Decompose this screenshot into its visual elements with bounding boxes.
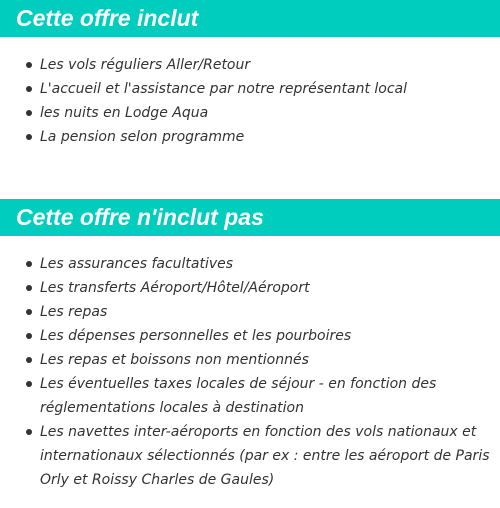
section-spacer — [0, 149, 500, 199]
list-item — [0, 125, 500, 149]
list-item — [0, 324, 500, 348]
bullet-icon — [26, 309, 32, 315]
bullet-icon — [26, 333, 32, 339]
includes-title: Cette offre inclut — [0, 0, 500, 37]
list-item-text: Les vols réguliers Aller/Retour — [40, 57, 251, 73]
list-item-text: Les transferts Aéroport/Hôtel/Aéroport — [40, 280, 310, 296]
bullet-icon — [26, 86, 32, 92]
bullet-icon — [26, 110, 32, 116]
list-item-text: Les assurances facultatives — [40, 256, 234, 272]
list-item-text: L'accueil et l'assistance par notre représentant local — [40, 81, 408, 97]
bullet-icon — [26, 285, 32, 291]
includes-list — [0, 53, 500, 149]
bullet-icon — [26, 261, 32, 267]
list-item — [0, 53, 500, 77]
includes-section — [0, 0, 500, 149]
list-item-text: Les repas — [40, 304, 108, 320]
list-item-text: La pension selon programme — [40, 129, 245, 145]
list-item — [0, 420, 500, 492]
list-item — [0, 372, 500, 420]
list-item — [0, 252, 500, 276]
list-item — [0, 101, 500, 125]
excludes-list — [0, 252, 500, 492]
list-item-text: Les repas et boissons non mentionnés — [40, 352, 309, 368]
list-item-text: les nuits en Lodge Aqua — [40, 105, 209, 121]
excludes-title: Cette offre n'inclut pas — [0, 199, 500, 236]
list-item-text: Les éventuelles taxes locales de séjour - en fonction des réglementations locales à destination — [40, 376, 437, 416]
list-item-text: Les navettes inter-aéroports en fonction des vols nationaux et internationaux sélectionnés (par ex : entre les aéroport de Paris Orly et Roissy Charles de Gaules) — [40, 424, 490, 488]
bullet-icon — [26, 381, 32, 387]
bullet-icon — [26, 62, 32, 68]
excludes-section — [0, 199, 500, 492]
list-item-text: Les dépenses personnelles et les pourboires — [40, 328, 352, 344]
list-item — [0, 300, 500, 324]
bullet-icon — [26, 429, 32, 435]
bullet-icon — [26, 134, 32, 140]
list-item — [0, 276, 500, 300]
list-item — [0, 77, 500, 101]
bullet-icon — [26, 357, 32, 363]
list-item — [0, 348, 500, 372]
